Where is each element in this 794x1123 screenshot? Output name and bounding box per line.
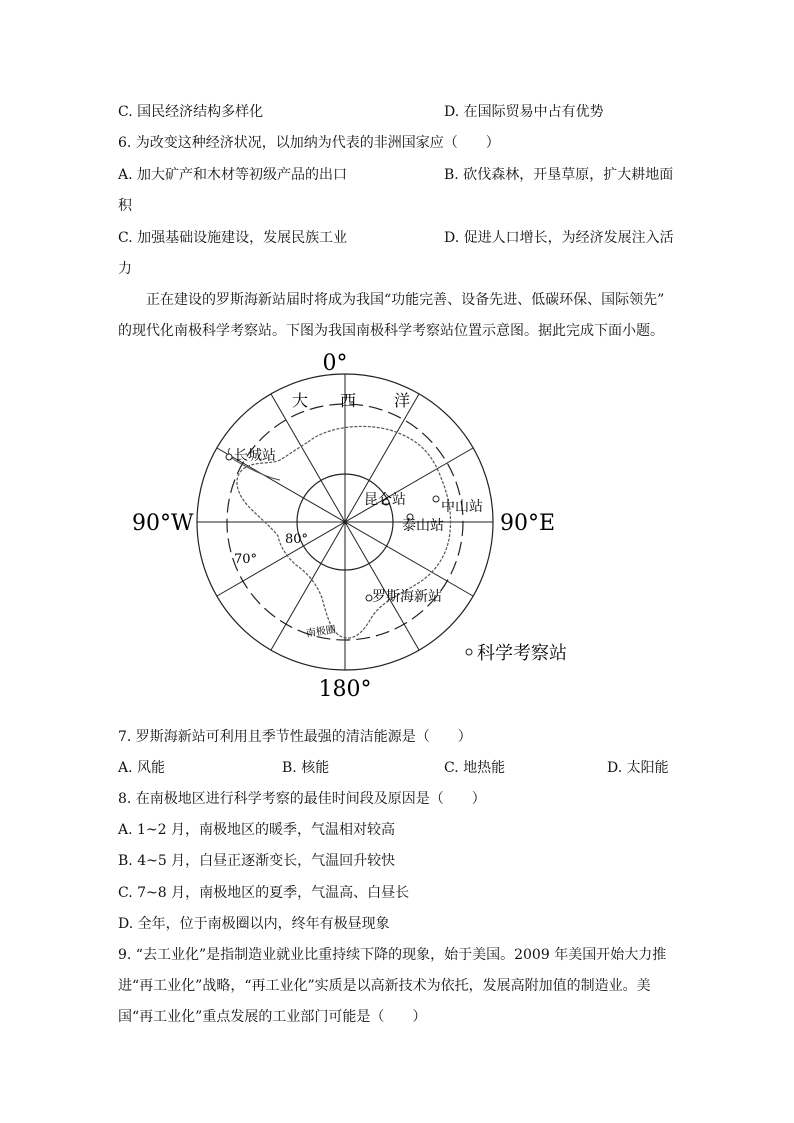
ocean-char-1: 大 <box>292 391 309 410</box>
question-6-option-a: A. 加大矿产和木材等初级产品的出口 <box>118 167 348 183</box>
question-9-line-1: 9. “去工业化”是指制造业就业比重持续下降的现象，始于美国。2009 年美国开始大力推 <box>118 947 667 963</box>
antarctic-circle-label: 南极圈 <box>305 624 337 640</box>
passage-line-2: 的现代化南极科学考察站。下图为我国南极科学考察站位置示意图。据此完成下面小题。 <box>118 323 664 339</box>
question-7-stem: 7. 罗斯海新站可利用且季节性最强的清洁能源是（ ） <box>118 729 472 745</box>
meridian-lines <box>197 374 493 670</box>
right-longitude-label: 90°E <box>500 511 556 536</box>
zhongshan-station-label: 中山站 <box>441 499 483 515</box>
question-7-option-b: B. 核能 <box>282 760 330 776</box>
legend-label: 科学考察站 <box>477 643 567 664</box>
ross-sea-station-label: 罗斯海新站 <box>372 589 442 605</box>
antarctic-station-map <box>130 350 580 700</box>
question-8-option-d: D. 全年，位于南极圈以内，终年有极昼现象 <box>118 916 390 932</box>
latitude-70-label: 70° <box>234 552 258 567</box>
question-6-option-b: B. 砍伐森林，开垦草原，扩大耕地面 <box>444 167 674 183</box>
question-6-option-d-continued: 力 <box>118 261 132 277</box>
passage-line-1: 正在建设的罗斯海新站届时将成为我国“功能完善、设备先进、低碳环保、国际领先” <box>146 292 665 308</box>
question-6-stem: 6. 为改变这种经济状况，以加纳为代表的非洲国家应（ ） <box>118 135 500 151</box>
ocean-char-2: 西 <box>340 391 357 410</box>
question-8-option-a: A. 1~2 月，南极地区的暖季，气温相对较高 <box>118 822 396 838</box>
ocean-char-3: 洋 <box>394 391 411 410</box>
legend-station-marker <box>466 649 472 655</box>
question-6-option-d: D. 促进人口增长，为经济发展注入活 <box>444 230 674 246</box>
left-longitude-label: 90°W <box>132 511 194 536</box>
question-8-option-b: B. 4~5 月，白昼正逐渐变长，气温回升较快 <box>118 853 396 869</box>
question-9-line-2: 进“再工业化”战略，“再工业化”实质是以高新技术为依托，发展高附加值的制造业。美 <box>118 978 651 994</box>
question-7-option-a: A. 风能 <box>118 760 166 776</box>
taishan-station-label: 泰山站 <box>402 518 444 534</box>
question-7-option-d: D. 太阳能 <box>607 760 669 776</box>
question-9-line-3: 国“再工业化”重点发展的工业部门可能是（ ） <box>118 1009 427 1025</box>
option-c: C. 国民经济结构多样化 <box>118 104 264 120</box>
question-8-option-c: C. 7~8 月，南极地区的夏季，气温高、白昼长 <box>118 885 410 901</box>
bottom-longitude-label: 180° <box>318 677 372 700</box>
latitude-80-label: 80° <box>285 532 309 547</box>
question-6-option-c: C. 加强基础设施建设，发展民族工业 <box>118 230 348 246</box>
question-6-option-b-continued: 积 <box>118 198 132 214</box>
top-longitude-label: 0° <box>322 351 348 376</box>
great-wall-station-marker <box>226 454 232 460</box>
option-d: D. 在国际贸易中占有优势 <box>444 104 604 120</box>
great-wall-station-label: 长城站 <box>234 448 276 464</box>
kunlun-station-label: 昆仑站 <box>364 492 406 508</box>
zhongshan-station-marker <box>433 496 439 502</box>
question-8-stem: 8. 在南极地区进行科学考察的最佳时间段及原因是（ ） <box>118 791 486 807</box>
question-7-option-c: C. 地热能 <box>444 760 506 776</box>
